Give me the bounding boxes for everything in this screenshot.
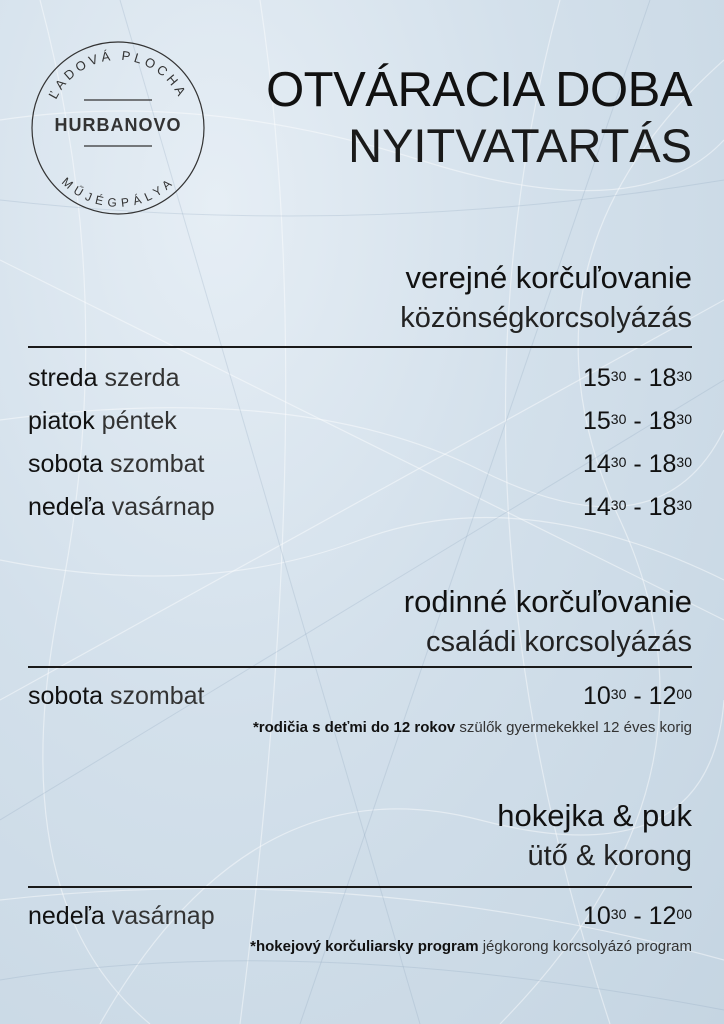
section-heading-sk: hokejka & puk [497,798,692,833]
day-hu: szerda [104,364,180,392]
section-heading-hu: közönségkorcsolyázás [400,302,692,334]
section-heading-sk: verejné korčuľovanie [405,260,692,295]
title-hu: NYITVATARTÁS [348,119,692,172]
section-divider [28,886,692,888]
day-sk: streda [28,364,98,392]
logo-hurbanovo [30,40,206,216]
section-heading-sk: rodinné korčuľovanie [403,584,692,619]
day-hu: péntek [101,407,177,435]
schedule-row [28,896,692,936]
schedule-row [28,401,692,441]
note-hu: szülők gyermekekkel 12 éves korig [459,719,692,736]
title-sk: OTVÁRACIA DOBA [266,63,692,117]
section-family-skating-heading [404,582,692,662]
day-hu: szombat [110,450,205,478]
day-sk: sobota [28,682,104,710]
svg-text:ĽADOVÁ PLOCHA: ĽADOVÁ PLOCHA [45,47,191,102]
note-sk: *hokejový korčuliarsky program [250,938,479,955]
time-range: $10^{30} - 12^{00}$ [582,902,692,930]
time-range: $15^{30} - 18^{30}$ [582,407,692,435]
schedule-row [28,358,692,398]
time-range: $14^{30} - 18^{30}$ [582,493,692,521]
time-range: $15^{30} - 18^{30}$ [582,364,692,392]
section-heading-hu: ütő & korong [527,840,692,872]
day-hu: vasárnap [111,493,215,521]
svg-text:HURBANOVO: HURBANOVO [54,115,182,135]
day-sk: sobota [28,450,104,478]
schedule-row [28,487,692,527]
day-sk: nedeľa [28,902,105,930]
schedule-row [28,444,692,484]
section-heading-hu: családi korcsolyázás [426,626,692,658]
section-divider [28,346,692,348]
section-public-skating-heading [400,258,692,338]
day-hu: vasárnap [111,902,215,930]
schedule-row [28,676,692,716]
day-sk: nedeľa [28,493,105,521]
svg-text:MŰJÉGPÁLYA: MŰJÉGPÁLYA [59,174,178,211]
section-divider [28,666,692,668]
time-range: $14^{30} - 18^{30}$ [582,450,692,478]
time-range: $10^{30} - 12^{00}$ [582,682,692,710]
day-hu: szombat [110,682,205,710]
section-hockey-heading [497,796,692,876]
logo-seal [30,40,206,216]
note-sk: *rodičia s deťmi do 12 rokov [252,719,456,736]
page-title [266,62,692,174]
note-hu: jégkorong korcsolyázó program [482,938,692,955]
section-note [253,718,692,738]
section-note [250,937,692,957]
day-sk: piatok [28,407,95,435]
